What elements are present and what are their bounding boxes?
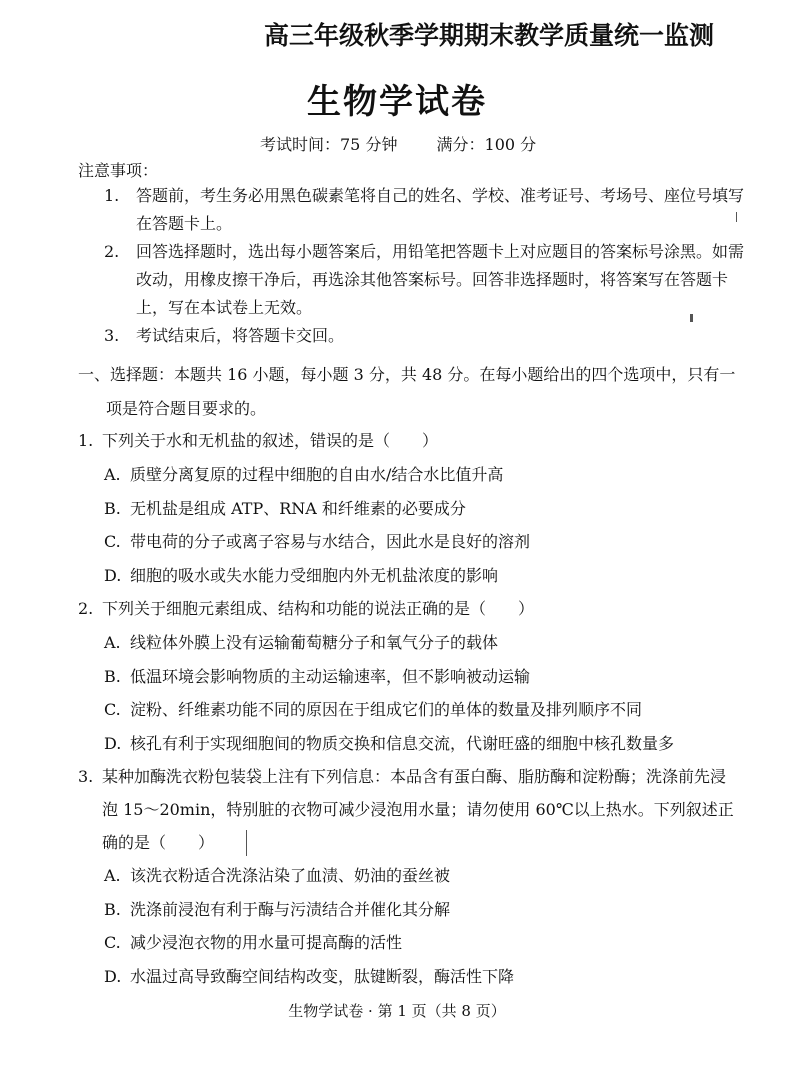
option-letter: A. [104,633,121,652]
option-letter: A. [104,465,121,484]
option-text: 淀粉、纤维素功能不同的原因在于组成它们的单体的数量及排列顺序不同 [130,700,643,719]
exam-meta [260,132,570,155]
question-3 [78,760,738,993]
question-2 [78,592,738,760]
scan-mark [736,212,737,222]
scan-mark [246,830,247,856]
option-d [78,559,738,593]
option-d [78,727,738,761]
notice-number: 1. [104,186,120,205]
option-text: 无机盐是组成 ATP、RNA 和纤维素的必要成分 [130,498,466,518]
question-stem [78,592,738,626]
question-text: 某种加酶洗衣粉包装袋上注有下列信息：本品含有蛋白酶、脂肪酶和淀粉酶；洗涤前先浸泡 15～20min，特别脏的衣物可减少浸泡用水量；请勿使用 60℃以上热水。下列叙述正确的是（ ） [102,767,734,852]
option-letter: D. [104,733,122,753]
option-a [78,458,738,492]
question-text: 下列关于水和无机盐的叙述，错误的是（ ） [102,431,439,450]
notice-item [104,238,754,322]
notice-text: 考试结束后，将答题卡交回。 [136,326,345,345]
question-stem [78,424,738,458]
option-b [78,660,738,694]
option-text: 水温过高导致酶空间结构改变，肽键断裂，酶活性下降 [130,966,515,986]
option-text: 带电荷的分子或离子容易与水结合，因此水是良好的溶剂 [130,532,531,551]
option-b [78,893,738,927]
full-score: 满分：100 分 [436,135,537,154]
option-a [78,859,738,893]
notice-number: 2. [104,242,120,261]
question-list [78,424,738,993]
notice-item [104,322,754,350]
notice-list [104,182,754,350]
exam-header: 高三年级秋季学期期末教学质量统一监测 [264,21,715,50]
page-footer: 生物学试卷 · 第 1 页（共 8 页） [288,1002,506,1020]
option-letter: C. [104,700,121,719]
question-number: 2. [78,599,94,618]
option-letter: B. [104,666,121,686]
option-letter: A. [104,866,121,885]
option-letter: D. [104,565,122,585]
option-text: 低温环境会影响物质的主动运输速率，但不影响被动运输 [130,666,531,686]
option-c [78,693,738,727]
notice-text: 答题前，考生务必用黑色碳素笔将自己的姓名、学校、准考证号、考场号、座位号填写在答题卡上。 [136,186,745,233]
section-heading-line: 项是符合题目要求的。 [106,399,267,418]
option-letter: D. [104,966,122,986]
option-b [78,492,738,526]
section-heading [78,358,748,426]
section-heading-line: 一、选择题：本题共 16 小题，每小题 3 分，共 48 分。在每小题给出的四个选项中，只有一 [78,365,736,384]
option-c [78,926,738,960]
option-letter: B. [104,498,121,518]
question-number: 3. [78,767,94,786]
option-text: 该洗衣粉适合洗涤沾染了血渍、奶油的蚕丝被 [130,866,451,885]
option-c [78,525,738,559]
notice-item [104,182,754,238]
option-text: 细胞的吸水或失水能力受细胞内外无机盐浓度的影响 [130,565,499,585]
option-letter: C. [104,933,121,952]
option-text: 质壁分离复原的过程中细胞的自由水/结合水比值升高 [130,465,504,484]
option-letter: B. [104,899,121,919]
option-text: 核孔有利于实现细胞间的物质交换和信息交流，代谢旺盛的细胞中核孔数量多 [130,733,675,753]
question-1 [78,424,738,592]
option-text: 线粒体外膜上没有运输葡萄糖分子和氧气分子的载体 [130,633,499,652]
notice-number: 3. [104,326,120,345]
option-a [78,626,738,660]
question-stem [78,760,738,859]
notice-text: 回答选择题时，选出每小题答案后，用铅笔把答题卡上对应题目的答案标号涂黑。如需改动，用橡皮擦干净后，再选涂其他答案标号。回答非选择题时，将答案写在答题卡上，写在本试卷上无效。 [136,242,745,317]
exam-time: 考试时间：75 分钟 [260,135,398,154]
option-letter: C. [104,532,121,551]
notice-title: 注意事项： [78,161,159,180]
option-d [78,960,738,994]
option-text: 洗涤前浸泡有利于酶与污渍结合并催化其分解 [130,899,451,919]
question-number: 1. [78,431,94,450]
page-title: 生物学试卷 [307,82,487,122]
question-text: 下列关于细胞元素组成、结构和功能的说法正确的是（ ） [102,599,535,618]
option-text: 减少浸泡衣物的用水量可提高酶的活性 [130,933,403,952]
scan-mark [690,314,693,322]
